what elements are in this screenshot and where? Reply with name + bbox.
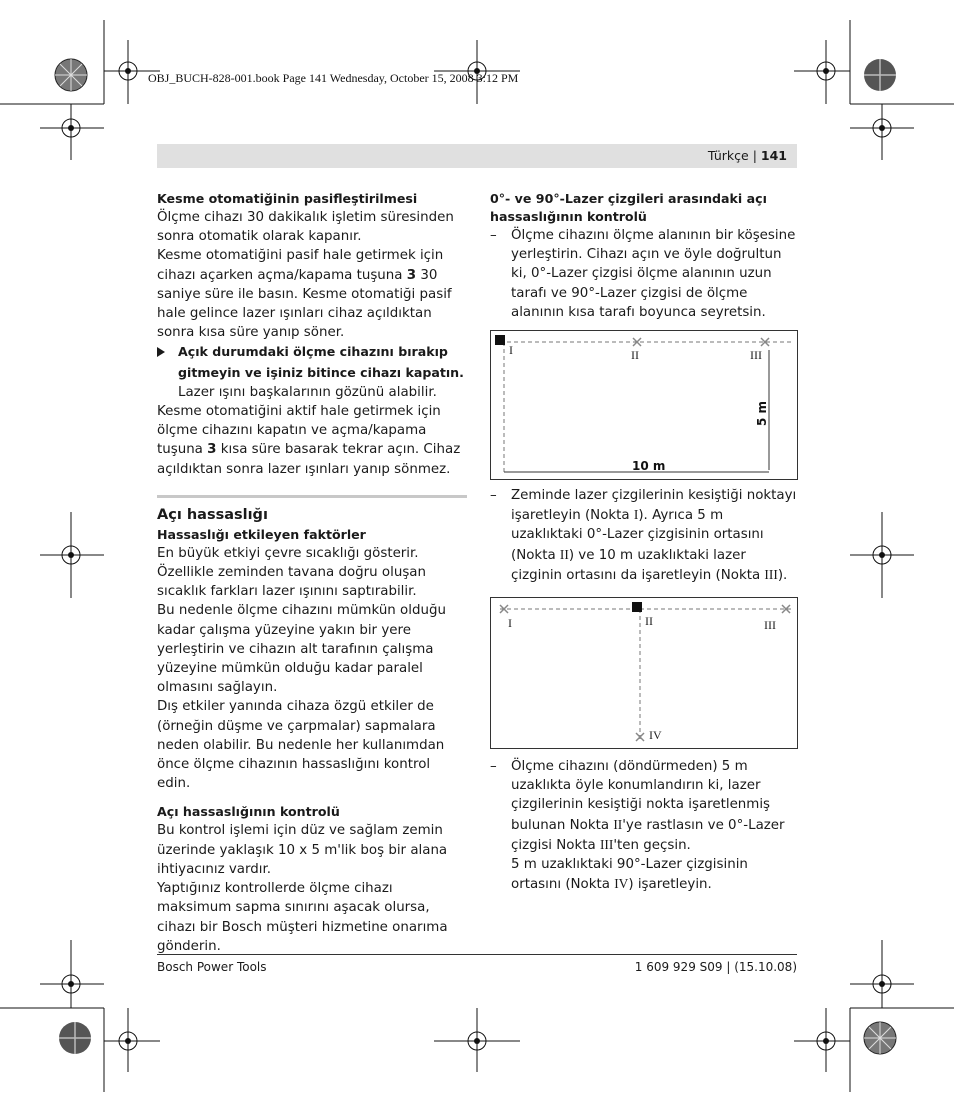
point-ref-IV: IV xyxy=(614,876,629,892)
diagram-1-height-label: 5 m xyxy=(755,400,769,427)
diagram-1-label-II: II xyxy=(631,348,639,363)
point-ref-III: III xyxy=(764,566,778,582)
check-paragraph-1: Bu kontrol işlemi için düz ve sağlam zemin üzerinde yaklaşık 10 x 5 m'lik boş bir alana ihtiyacınız vardır. xyxy=(157,823,448,877)
diagram-2-label-I: I xyxy=(508,616,512,631)
section-title: Açı hassaslığı xyxy=(157,506,268,523)
diagram-2-frame xyxy=(491,598,798,749)
factors-paragraph-1: En büyük etkiyi çevre sıcaklığı gösterir. Özellikle zeminden tavana doğru oluşan sıcaklık farkları lazer ışınını saptırabilir. xyxy=(157,545,426,600)
point-ref-III: III xyxy=(599,836,614,852)
diagram-2 xyxy=(490,597,798,749)
step-2-text-d: ). xyxy=(777,567,788,583)
footer-brand: Bosch Power Tools xyxy=(157,960,267,974)
header-separator: | xyxy=(752,148,757,163)
dash-bullet: – xyxy=(490,488,497,504)
step-3-text-b: 'ye rastlasın ve 0°-Lazer çizgisi Nokta xyxy=(511,817,785,853)
left-column xyxy=(157,190,467,956)
step-2-text-a: Zeminde lazer çizgilerinin kesiştiği noktayı işaretleyin (Nokta xyxy=(511,488,797,524)
key-reference: 3 xyxy=(207,442,217,458)
warning-triangle-icon xyxy=(157,347,165,357)
step-3-text-d: 5 m uzaklıktaki 90°-Lazer çizgisinin ortasını (Nokta xyxy=(511,857,748,893)
marker-IV-icon xyxy=(636,733,644,741)
diagram-2-label-II: II xyxy=(645,614,653,629)
safety-warning xyxy=(157,342,467,402)
point-ref-II: II xyxy=(613,816,623,832)
header-text xyxy=(708,148,787,163)
factors-heading: Hassaslığı etkileyen faktörler xyxy=(157,526,366,542)
diagram-1 xyxy=(490,330,798,480)
auto-off-p2-text-a: Kesme otomatiğini pasif hale getirmek için cihazı açarken açma/kapama tuşuna xyxy=(157,248,444,283)
auto-off-p2-text-b: 30 saniye süre ile basın. Kesme otomatiği pasif hale gelince lazer ışınları cihaz açıldıktan sonra kısa süre yanıp söner. xyxy=(157,267,452,341)
auto-on-paragraph xyxy=(157,402,467,479)
step-3 xyxy=(490,757,798,894)
page-header xyxy=(157,144,797,168)
point-ref-II: II xyxy=(559,546,569,562)
auto-on-text-a: Kesme otomatiğini aktif hale getirmek için ölçme cihazını kapatın ve açma/kapama tuşuna xyxy=(157,404,441,458)
diagram-2-label-IV: IV xyxy=(649,728,662,743)
step-3-text-e: ) işaretleyin. xyxy=(628,877,712,893)
right-column xyxy=(490,190,798,894)
auto-off-paragraph-2 xyxy=(157,246,467,342)
diagram-1-width-label: 10 m xyxy=(632,459,666,474)
auto-on-text-b: kısa süre basarak tekrar açın. Cihaz açıldıktan sonra lazer ışınları yanıp sönmez. xyxy=(157,442,461,477)
key-reference: 3 xyxy=(406,267,417,283)
warning-bold-text: Açık durumdaki ölçme cihazını bırakıp gitmeyin ve işiniz bitince cihazı kapatın. xyxy=(178,344,464,380)
factors-paragraph-2: Bu nedenle ölçme cihazını mümkün olduğu kadar çalışma yüzeyine yakın bir yere yerleştirin ve cihazın alt tarafının çalışma yüzeyine mümkün olduğu kadar paralel olmasını sağlayın. xyxy=(157,603,446,696)
diagram-1-label-III: III xyxy=(750,348,762,363)
footer-doc-number: 1 609 929 S09 | (15.10.08) xyxy=(634,960,797,974)
device-icon xyxy=(632,602,642,612)
point-ref-I: I xyxy=(633,507,639,523)
step-2-text-b: ). Ayrıca 5 m uzaklıktaki 0°-Lazer çizgisinin ortasını (Nokta xyxy=(511,508,764,563)
dash-bullet: – xyxy=(490,759,497,775)
print-metadata: OBJ_BUCH-828-001.book Page 141 Wednesday, October 15, 2008 3:12 PM xyxy=(148,71,519,85)
step-3-text-c: 'ten geçsin. xyxy=(613,837,691,853)
diagram-1-label-I: I xyxy=(509,343,513,358)
device-icon xyxy=(495,335,505,345)
step-3-text-a: Ölçme cihazını (döndürmeden) 5 m uzaklıkta öyle konumlandırın ki, lazer çizgilerinin kesiştiği nokta işaretlenmiş bulunan Nokta xyxy=(511,759,771,833)
check-paragraph-2: Yaptığınız kontrollerde ölçme cihazı maksimum sapma sınırını aşacak olursa, cihazı bir Bosch müşteri hizmetine onarıma gönderin. xyxy=(157,881,448,954)
dash-bullet: – xyxy=(490,228,497,243)
header-language: Türkçe xyxy=(707,148,749,163)
angle-check-heading: 0°- ve 90°-Lazer çizgileri arasındaki açı hassaslığının kontrolü xyxy=(490,191,767,224)
auto-off-heading: Kesme otomatiğinin pasifleştirilmesi xyxy=(157,191,418,206)
step-2-text-c: ) ve 10 m uzaklıktaki lazer çizginin ortasını da işaretleyin (Nokta xyxy=(511,547,765,583)
auto-off-paragraph-1: Ölçme cihazı 30 dakikalık işletim süresinden sonra otomatik olarak kapanır. xyxy=(157,210,454,245)
check-heading: Açı hassaslığının kontrolü xyxy=(157,804,340,820)
step-2 xyxy=(490,486,798,585)
diagram-2-label-III: III xyxy=(764,618,776,633)
step-1 xyxy=(490,226,798,322)
step-1-text: Ölçme cihazını ölçme alanının bir köşesine yerleştirin. Cihazı açın ve öyle doğrultun ki, 0°-Lazer çizgisi ölçme alanının uzun tarafı ve 90°-Lazer çizgisi de ölçme alanının kısa tarafı boyunca seyretsin. xyxy=(511,228,796,320)
footer-rule xyxy=(157,954,797,955)
page-number: 141 xyxy=(760,148,787,163)
warning-normal-text: Lazer ışını başkalarının gözünü alabilir. xyxy=(178,384,437,400)
section-divider xyxy=(157,495,467,526)
factors-paragraph-3: Dış etkiler yanında cihaza özgü etkiler de (örneğin düşme ve çarpmalar) sapmalara neden olabilir. Bu nedenle her kullanımdan önce ölçme cihazının hassaslığını kontrol edin. xyxy=(157,699,445,792)
